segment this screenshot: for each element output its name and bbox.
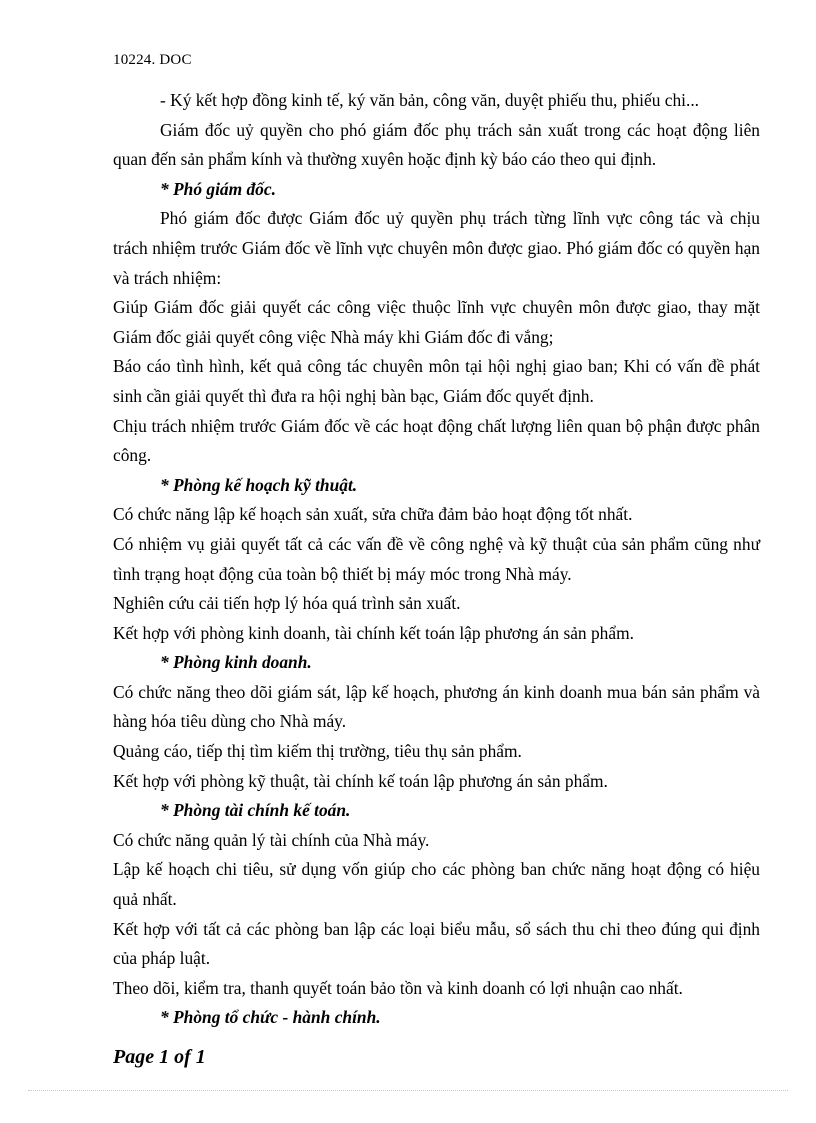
paragraph: Có chức năng quản lý tài chính của Nhà máy. — [113, 829, 430, 850]
paragraph: Quảng cáo, tiếp thị tìm kiếm thị trường, tiêu thụ sản phẩm. — [113, 741, 522, 762]
section-heading: * Phòng tài chính kế toán. — [160, 800, 351, 821]
section-heading: * Phòng kế hoạch kỹ thuật. — [160, 474, 358, 495]
paragraph: Lập kế hoạch chi tiêu, sử dụng vốn giúp cho các phòng ban chức năng hoạt động có hiệu quả nhất. — [113, 859, 760, 910]
paragraph: Kết hợp với phòng kỹ thuật, tài chính kế toán lập phương án sản phẩm. — [113, 770, 608, 791]
paragraph: Theo dõi, kiểm tra, thanh quyết toán bảo tồn và kinh doanh có lợi nhuận cao nhất. — [113, 977, 683, 998]
document-body — [113, 86, 760, 1033]
paragraph: Kết hợp với phòng kinh doanh, tài chính kết toán lập phương án sản phẩm. — [113, 622, 634, 643]
paragraph: Có chức năng lập kế hoạch sản xuất, sửa chữa đảm bảo hoạt động tốt nhất. — [113, 504, 633, 525]
page-divider — [28, 1090, 788, 1091]
page-number: Page 1 of 1 — [113, 1046, 206, 1068]
paragraph: Giúp Giám đốc giải quyết các công việc thuộc lĩnh vực chuyên môn được giao, thay mặt Giám đốc giải quyết công việc Nhà máy khi Giám đốc đi vắng; — [113, 297, 760, 347]
paragraph: - Ký kết hợp đồng kinh tế, ký văn bản, công văn, duyệt phiếu thu, phiếu chi... — [160, 90, 700, 110]
section-heading: * Phòng kinh doanh. — [160, 652, 312, 673]
paragraph: Nghiên cứu cải tiến hợp lý hóa quá trình sản xuất. — [113, 593, 461, 614]
paragraph: Kết hợp với tất cả các phòng ban lập các loại biểu mẫu, sổ sách thu chi theo đúng qui định của pháp luật. — [113, 918, 760, 969]
paragraph: Báo cáo tình hình, kết quả công tác chuyên môn tại hội nghị giao ban; Khi có vấn đề phát sinh cần giải quyết thì đưa ra hội nghị bàn bạc, Giám đốc quyết định. — [113, 356, 760, 406]
paragraph: Có nhiệm vụ giải quyết tất cả các vấn đề về công nghệ và kỹ thuật của sản phẩm cũng như tình trạng hoạt động của toàn bộ thiết bị máy móc trong Nhà máy. — [113, 533, 760, 584]
paragraph: Có chức năng theo dõi giám sát, lập kế hoạch, phương án kinh doanh mua bán sản phẩm và hàng hóa tiêu dùng cho Nhà máy. — [113, 681, 760, 732]
paragraph: Phó giám đốc được Giám đốc uỷ quyền phụ trách từng lĩnh vực công tác và chịu trách nhiệm trước Giám đốc về lĩnh vực chuyên môn được giao. Phó giám đốc có quyền hạn và trách nhiệm: — [113, 208, 760, 288]
paragraph: Giám đốc uỷ quyền cho phó giám đốc phụ trách sản xuất trong các hoạt động liên quan đến sản phẩm kính và thường xuyên hoặc định kỳ báo cáo theo qui định. — [113, 119, 760, 170]
section-heading: * Phó giám đốc. — [160, 178, 276, 199]
paragraph: Chịu trách nhiệm trước Giám đốc về các hoạt động chất lượng liên quan bộ phận được phân công. — [113, 415, 760, 466]
document-filename: 10224. DOC — [113, 52, 192, 68]
section-heading: * Phòng tổ chức - hành chính. — [160, 1007, 381, 1028]
